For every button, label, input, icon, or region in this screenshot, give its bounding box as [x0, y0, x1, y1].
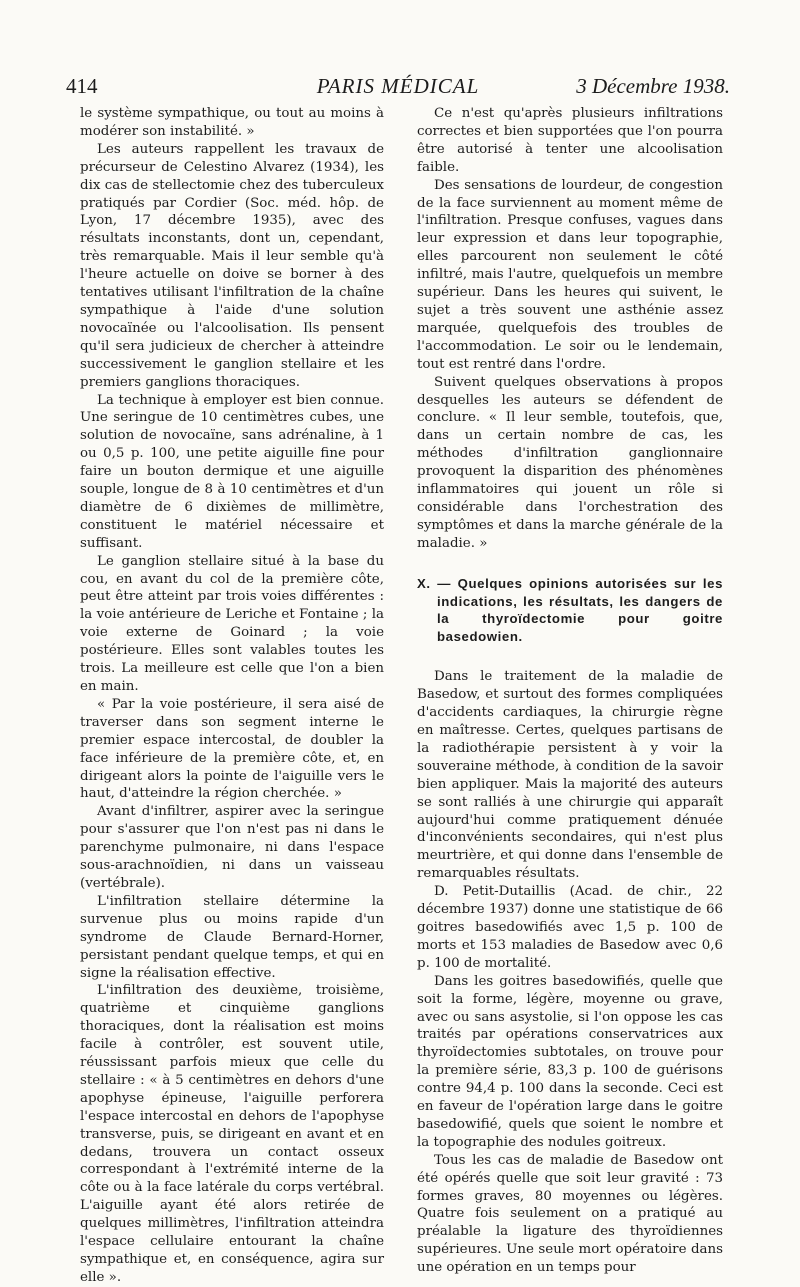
paragraph: Dans les goitres basedowifiés, quelle que soit la forme, légère, moyenne ou grave, avec ou sans asystolie, si l'on oppose les cas traités par opérations conservatrices aux thyroïdectomies subtotales, on trouve pour la première série, 83,3 p. 100 de guérisons contre 94,4 p. 100 dans la seconde. Ceci est en faveur de l'opération large dans le goitre basedowifié, quels que soient le nombre et la topographie des nodules goitreux. — [417, 973, 723, 1150]
journal-title: PARIS MÉDICAL — [316, 74, 480, 98]
paragraph: Dans le traitement de la maladie de Basedow, et surtout des formes compliquées d'accidents cardiaques, la chirurgie règne en maîtresse. Certes, quelques partisans de la radiothérapie persistent à y voir la souveraine méthode, à condition de la savoir bien appliquer. Mais la majorité des auteurs se sont ralliés à une chirurgie qui apparaît aujourd'hui comme pratiquement dénuée d'inconvénients secondaires, qui n'est plus meurtrière, et qui donne dans l'ensemble de remarquables résultats. — [417, 669, 723, 882]
paragraph: Le ganglion stellaire situé à la base du cou, en avant du col de la première côte, peut être atteint par trois voies différentes : la voie antérieure de Leriche et Fontaine ; la voie externe de Goinard ; la voie postérieure. Elles sont valables toutes les trois. La meilleure est celle que l'on a bien en main. — [80, 553, 384, 694]
section-heading — [417, 575, 723, 647]
paragraph: D. Petit-Dutaillis (Acad. de chir., 22 décembre 1937) donne une statistique de 66 goitres basedowifiés avec 1,5 p. 100 de morts et 153 maladies de Basedow avec 0,6 p. 100 de mortalité. — [417, 884, 723, 971]
paragraph: « Par la voie postérieure, il sera aisé de traverser dans son segment interne le premier espace intercostal, de doubler la face inférieure de la première côte, et, en dirigeant alors la pointe de l'aiguille vers le haut, d'atteindre la région cherchée. » — [80, 696, 384, 802]
page-header — [66, 74, 730, 104]
section-number: X. — — [417, 575, 452, 591]
issue-date: 3 Décembre 1938. — [576, 74, 730, 98]
paragraph: L'infiltration stellaire détermine la survenue plus ou moins rapide d'un syndrome de Claude Bernard-Horner, persistant pendant quelque temps, et qui en signe la réalisation effective. — [80, 893, 384, 981]
paragraph: Avant d'infiltrer, aspirer avec la seringue pour s'assurer que l'on n'est pas ni dans le parenchyme pulmonaire, ni dans l'espace sous-arachnoïdien, ni dans un vaisseau (vertébrale). — [80, 804, 384, 891]
paragraph: Tous les cas de maladie de Basedow ont été opérés quelle que soit leur gravité : 73 formes graves, 80 moyennes ou légères. Quatre fois seulement on a pratiqué au préalable la ligature des thyroïdiennes supérieures. Une seule mort opératoire dans une opération en un temps pour — [417, 1152, 723, 1276]
paragraph: L'infiltration des deuxième, troisième, quatrième et cinquième ganglions thoraciques, dont la réalisation est moins facile à contrôler, est souvent utile, réussissant parfois mieux que celle du stellaire : « à 5 centimètres en dehors d'une apophyse épineuse, l'aiguille perforera l'espace intercostal en dehors de l'apophyse transverse, puis, se dirigeant en avant et en dedans, trouvera un contact osseux correspondant à l'extrémité interne de la côte ou à la face latérale du corps vertébral. L'aiguille ayant été alors retirée de quelques millimètres, l'infiltration atteindra l'espace cellulaire entourant la chaîne sympathique et, en conséquence, agira sur elle ». — [80, 983, 384, 1285]
right-column — [417, 105, 723, 1277]
section-title: Quelques opinions autorisées sur les indications, les résultats, les dangers de la thyroïdectomie pour goitre basedowien. — [437, 575, 724, 645]
page-number: 414 — [66, 74, 98, 98]
paragraph: La technique à employer est bien connue. Une seringue de 10 centimètres cubes, une solution de novocaïne, sans adrénaline, à 1 ou 0,5 p. 100, une petite aiguille fine pour faire un bouton dermique et une aiguille souple, longue de 8 à 10 centimètres et d'un diamètre de 6 dixièmes de millimètre, constituent le matériel nécessaire et suffisant. — [80, 392, 384, 551]
paragraph: Les auteurs rappellent les travaux de précurseur de Celestino Alvarez (1934), les dix cas de stellectomie chez des tuberculeux pratiqués par Cordier (Soc. méd. hôp. de Lyon, 17 décembre 1935), avec des résultats inconstants, dont un, cependant, très remarquable. Mais il leur semble qu'à l'heure actuelle on doive se borner à des tentatives utilisant l'infiltration de la chaîne sympathique à l'aide d'une solution novocaïnée ou l'alcoolisation. Ils pensent qu'il sera judicieux de chercher à atteindre successivement le ganglion stellaire et les premiers ganglions thoraciques. — [80, 141, 384, 390]
left-column — [80, 105, 384, 1287]
paragraph: Ce n'est qu'après plusieurs infiltrations correctes et bien supportées que l'on pourra être autorisé à tenter une alcoolisation faible. — [417, 106, 723, 175]
paragraph: Des sensations de lourdeur, de congestion de la face surviennent au moment même de l'infiltration. Presque confuses, vagues dans leur expression et dans leur topographie, elles parcourent non seulement le côté infiltré, mais l'autre, quelquefois un membre supérieur. Dans les heures qui suivent, le sujet a très souvent une asthénie assez marquée, quelquefois des troubles de l'accommodation. Le soir ou le lendemain, tout est rentré dans l'ordre. — [417, 177, 723, 372]
paragraph: Suivent quelques observations à propos desquelles les auteurs se défendent de conclure. « Il leur semble, toutefois, que, dans un certain nombre de cas, les méthodes d'infiltration ganglionnaire provoquent la disparition des phénomènes inflammatoires qui jouent un rôle si considérable dans l'orchestration des symptômes et dans la marche générale de la maladie. » — [417, 374, 723, 551]
paragraph: le système sympathique, ou tout au moins à modérer son instabilité. » — [80, 106, 384, 139]
